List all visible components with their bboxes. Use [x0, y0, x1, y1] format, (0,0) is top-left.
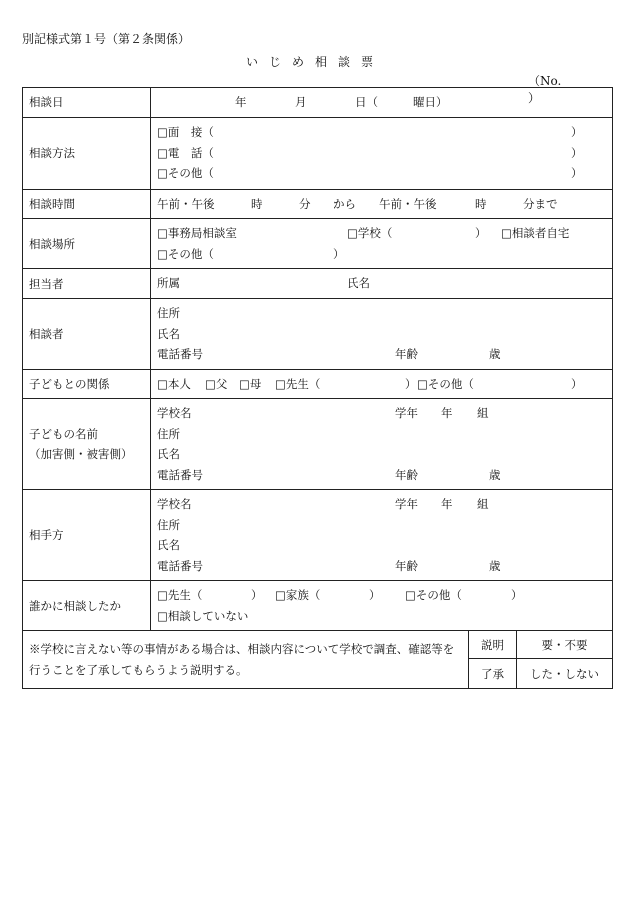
place-option-home[interactable]: □相談者自宅 — [501, 226, 570, 240]
label-consulted: 誰かに相談したか — [23, 581, 151, 631]
row-staff — [23, 269, 613, 299]
row-method — [23, 117, 613, 189]
label-date: 相談日 — [23, 88, 151, 118]
page-title: いじめ相談票 — [245, 55, 384, 69]
consulted-option-teacher[interactable]: □先生（ — [157, 588, 203, 602]
row-note-explain — [23, 631, 613, 659]
method-option-phone[interactable]: □電 話（ — [157, 145, 214, 160]
staff-field[interactable]: 所属 氏名 — [151, 269, 613, 299]
consulted-option-family[interactable]: □家族（ — [275, 588, 321, 602]
other-party-field[interactable]: 学校名 学年 年 組 住所 氏名 電話番号 年齢 歳 — [151, 490, 613, 581]
relation-option-other[interactable]: □その他（ — [417, 376, 474, 391]
label-time: 相談時間 — [23, 189, 151, 219]
label-relation: 子どもとの関係 — [23, 369, 151, 399]
place-option-other[interactable]: □その他（ — [157, 246, 214, 261]
row-consultant — [23, 299, 613, 370]
document-number: （No.） — [528, 74, 562, 105]
consultant-field[interactable]: 住所 氏名 電話番号 年齢 歳 — [151, 299, 613, 370]
label-place: 相談場所 — [23, 219, 151, 269]
place-option-office[interactable]: □事務局相談室 — [157, 226, 237, 240]
note-text: ※学校に言えない等の事情がある場合は、相談内容について学校で調査、確認等を行うことを了承してもらうよう説明する。 — [23, 631, 469, 689]
consulted-option-none[interactable]: □相談していない — [157, 608, 249, 623]
form-number-note: 別記様式第１号（第２条関係） — [22, 32, 191, 46]
consulted-field[interactable]: □先生（ ） □家族（ ） □その他（ ） □相談していない — [151, 581, 613, 631]
method-option-interview[interactable]: □面 接（ — [157, 125, 214, 140]
explain-choice[interactable]: 要・不要 — [517, 631, 613, 659]
label-explain: 説明 — [469, 631, 517, 659]
consulted-option-other[interactable]: □その他（ — [405, 588, 462, 602]
label-consent: 了承 — [469, 659, 517, 689]
relation-option-father[interactable]: □父 — [205, 376, 228, 391]
consultation-form-table — [22, 87, 613, 689]
label-other-party: 相手方 — [23, 490, 151, 581]
consent-choice[interactable]: した・しない — [517, 659, 613, 689]
relation-option-mother[interactable]: □母 — [239, 376, 262, 391]
row-relation — [23, 369, 613, 399]
method-option-other[interactable]: □その他（ — [157, 166, 214, 181]
place-field[interactable]: □事務局相談室 □学校（ ） □相談者自宅 □その他（ ） — [151, 219, 613, 269]
relation-field[interactable]: □本人 □父 □母 □先生（ ） □その他（ ） — [151, 369, 613, 399]
row-date — [23, 88, 613, 118]
time-field[interactable]: 午前・午後 時 分 から 午前・午後 時 分まで — [151, 189, 613, 219]
method-field[interactable]: □面 接（ ） □電 話（ ） □その他（ ） — [151, 117, 613, 189]
row-consulted — [23, 581, 613, 631]
label-child: 子どもの名前 （加害側・被害側） — [23, 399, 151, 490]
row-child — [23, 399, 613, 490]
place-option-school[interactable]: □学校（ — [347, 226, 393, 240]
row-other-party — [23, 490, 613, 581]
relation-option-teacher[interactable]: □先生（ — [275, 376, 321, 391]
row-time — [23, 189, 613, 219]
relation-option-self[interactable]: □本人 — [157, 376, 191, 391]
row-place — [23, 219, 613, 269]
label-consultant: 相談者 — [23, 299, 151, 370]
child-field[interactable]: 学校名 学年 年 組 住所 氏名 電話番号 年齢 歳 — [151, 399, 613, 490]
label-staff: 担当者 — [23, 269, 151, 299]
label-method: 相談方法 — [23, 117, 151, 189]
date-field[interactable]: 年 月 日（ 曜日） — [151, 88, 613, 118]
